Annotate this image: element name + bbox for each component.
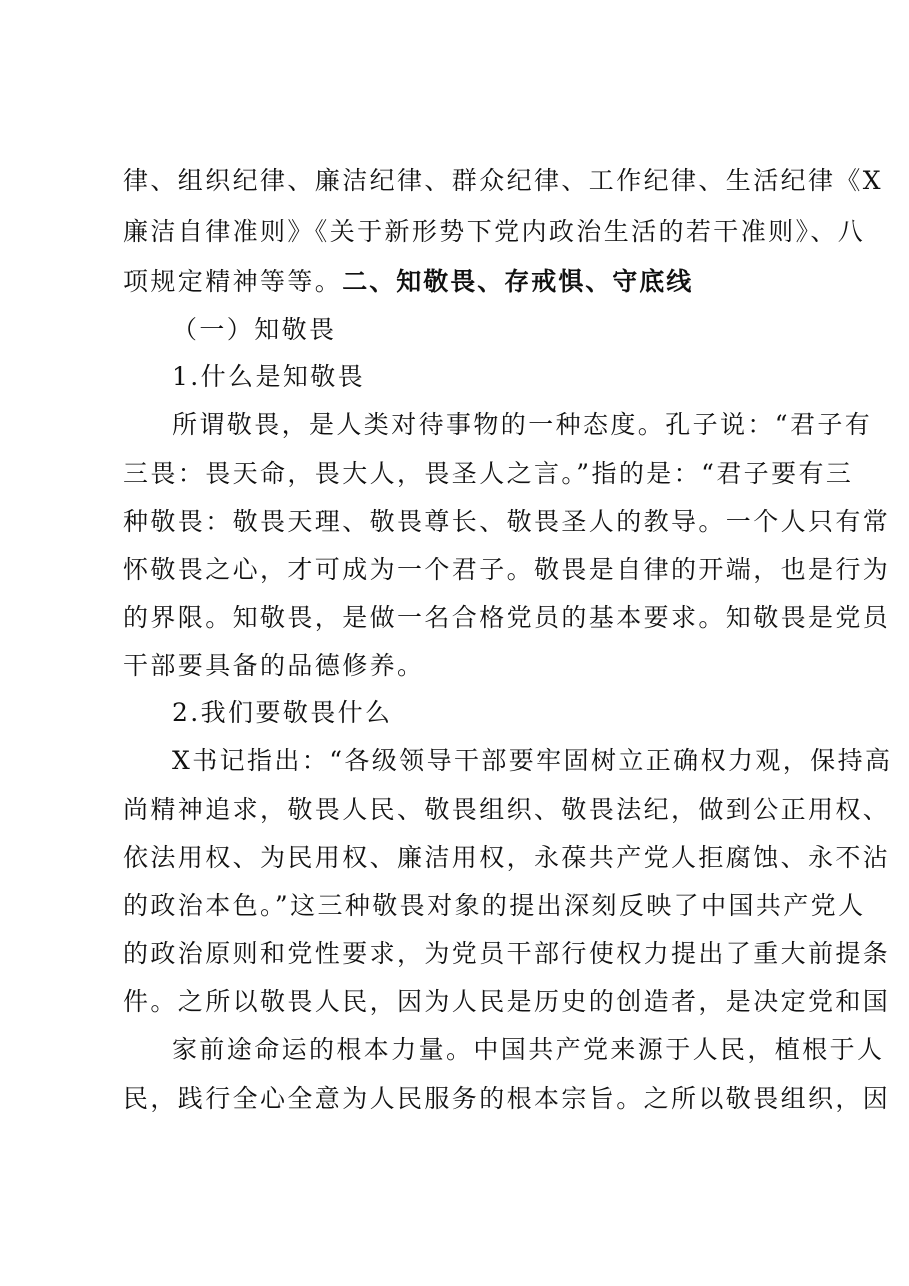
- paragraph-line-4: 所谓敬畏，是人类对待事物的一种态度。孔子说：“君子有: [172, 410, 873, 439]
- paragraph-line-12: 依法用权、为民用权、廉洁用权，永葆共产党人拒腐蚀、永不沾: [123, 843, 891, 872]
- paragraph-line-1: 律、组织纪律、廉洁纪律、群众纪律、工作纪律、生活纪律《X: [123, 166, 884, 195]
- section-heading: 二、知敬畏、存戒惧、守底线: [342, 267, 694, 296]
- paragraph-line-10: X书记指出：“各级领导干部要牢固树立正确权力观，保持高: [172, 746, 893, 775]
- paragraph-line-15: 件。之所以敬畏人民，因为人民是历史的创造者，是决定党和国: [123, 987, 891, 1016]
- paragraph-line-14: 的政治原则和党性要求，为党员干部行使权力提出了重大前提条: [123, 939, 891, 968]
- paragraph-line-16: 家前途命运的根本力量。中国共产党来源于人民，植根于人: [172, 1035, 885, 1064]
- item-heading-2: 2.我们要敬畏什么: [172, 698, 393, 727]
- paragraph-line-6: 种敬畏：敬畏天理、敬畏尊长、敬畏圣人的教导。一个人只有常: [123, 507, 891, 536]
- paragraph-line-17: 民，践行全心全意为人民服务的根本宗旨。之所以敬畏组织，因: [123, 1084, 891, 1113]
- paragraph-line-2: 廉洁自律准则》《关于新形势下党内政治生活的若干准则》、八: [123, 217, 866, 246]
- paragraph-line-3: [123, 266, 693, 298]
- paragraph-tail: 项规定精神等等。: [123, 267, 343, 296]
- item-heading-1: 1.什么是知敬畏: [172, 362, 366, 391]
- paragraph-line-5: 三畏：畏天命，畏大人，畏圣人之言。”指的是：“君子要有三: [123, 459, 854, 488]
- paragraph-line-11: 尚精神追求，敬畏人民、敬畏组织、敬畏法纪，做到公正用权、: [123, 795, 891, 824]
- paragraph-line-7: 怀敬畏之心，才可成为一个君子。敬畏是自律的开端，也是行为: [123, 555, 891, 584]
- subsection-heading: （一）知敬畏: [172, 315, 337, 344]
- paragraph-line-8: 的界限。知敬畏，是做一名合格党员的基本要求。知敬畏是党员: [123, 603, 891, 632]
- paragraph-line-13: 的政治本色。”这三种敬畏对象的提出深刻反映了中国共产党人: [123, 891, 866, 920]
- paragraph-line-9: 干部要具备的品德修养。: [123, 651, 425, 680]
